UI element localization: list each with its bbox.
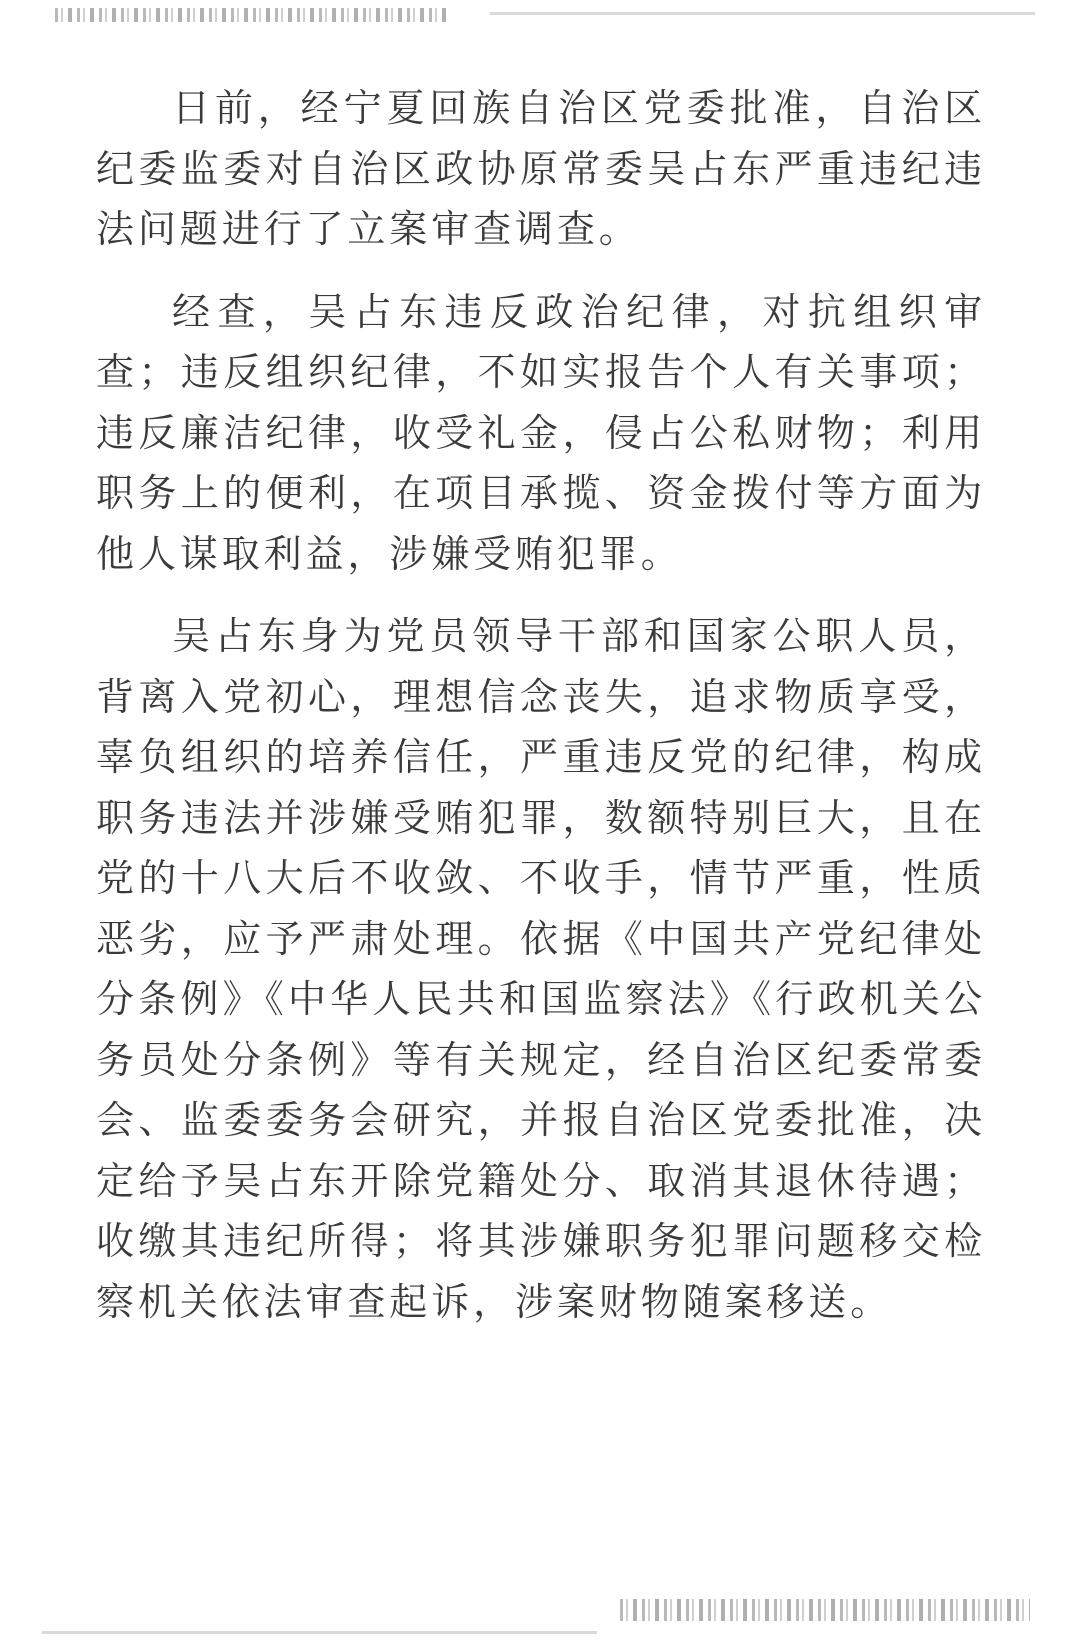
top-ornament bbox=[0, 0, 1080, 40]
paragraph-intro: 日前，经宁夏回族自治区党委批准，自治区纪委监委对自治区政协原常委吴占东严重违纪违法问题进行了立案审查调查。 bbox=[96, 86, 986, 251]
top-barcode-decoration bbox=[55, 8, 450, 22]
paragraph-findings: 经查，吴占东违反政治纪律，对抗组织审查；违反组织纪律，不如实报告个人有关事项；违反廉洁纪律，收受礼金，侵占公私财物；利用职务上的便利，在项目承揽、资金拨付等方面为他人谋取利益，涉嫌受贿犯罪。 bbox=[96, 289, 986, 576]
paragraph-decision: 吴占东身为党员领导干部和国家公职人员，背离入党初心，理想信念丧失，追求物质享受，辜负组织的培养信任，严重违反党的纪律，构成职务违法并涉嫌受贿犯罪，数额特别巨大，且在党的十八大后不收敛、不收手，情节严重，性质恶劣，应予严肃处理。依据《中国共产党纪律处分条例》《中华人民共和国监察法》《行政机关公务员处分条例》等有关规定，经自治区纪委常委会、监委委务会研究，并报自治区党委批准，决定给予吴占东开除党籍处分、取消其退休待遇；收缴其违纪所得；将其涉嫌职务犯罪问题移交检察机关依法审查起诉，涉案财物随案移送。 bbox=[96, 614, 986, 1324]
bottom-barcode-decoration bbox=[620, 1599, 1030, 1621]
article-body bbox=[96, 78, 986, 1354]
bottom-ornament bbox=[0, 1593, 1080, 1643]
bottom-divider-line bbox=[42, 1631, 597, 1634]
top-divider-line bbox=[490, 12, 1035, 15]
